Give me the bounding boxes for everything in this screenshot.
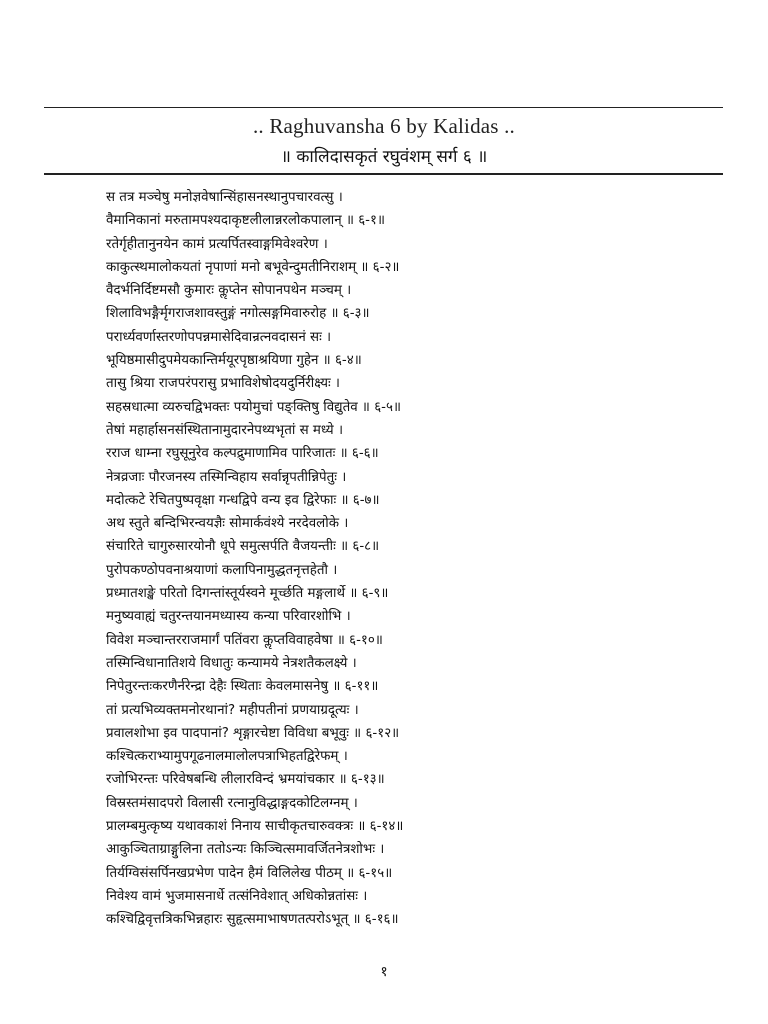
verse-line: कश्चित्कराभ्यामुपगूढनालमालोलपत्राभिहतद्विरेफम् ।: [106, 749, 348, 765]
verse-line: नेत्रव्रजाः पौरजनस्य तस्मिन्विहाय सर्वान्नृपतीन्निपेतुः ।: [106, 469, 347, 485]
verse-line: वैदर्भनिर्दिष्टमसौ कुमारः कॢप्तेन सोपानपथेन मञ्चम् ।: [106, 283, 352, 299]
verse-line: तां प्रत्यभिव्यक्तमनोरथानां? महीपतीनां प्रणयाग्रदूत्यः ।: [106, 702, 359, 718]
verse-line: सहस्रधात्मा व्यरुचद्विभक्तः पयोमुचां पङ्क्तिषु विद्युतेव ॥ ६-५॥: [106, 399, 401, 415]
verse-line: रतेर्गृहीतानुनयेन कामं प्रत्यर्पितस्वाङ्गमिवेश्वरेण ।: [106, 236, 328, 252]
verse-line: अथ स्तुते बन्दिभिरन्वयज्ञैः सोमार्कवंश्ये नरदेवलोके ।: [106, 516, 349, 532]
verse-line: परार्ध्यवर्णास्तरणोपपन्नमासेदिवान्रत्नवदासनं सः ।: [106, 329, 332, 345]
top-rule: [44, 107, 723, 108]
verse-line: रजोभिरन्तः परिवेषबन्धि लीलारविन्दं भ्रमयांचकार ॥ ६-१३॥: [106, 772, 385, 788]
verse-line: कश्चिद्विवृत्तत्रिकभिन्नहारः सुहृत्समाभाषणतत्परोऽभूत् ॥ ६-१६॥: [106, 912, 399, 928]
verse-line: विवेश मञ्चान्तरराजमार्गं पतिंवरा कॢप्तविवाहवेषा ॥ ६-१०॥: [106, 632, 383, 648]
verse-line: भूयिष्ठमासीदुपमेयकान्तिर्मयूरपृष्ठाश्रयिणा गुहेन ॥ ६-४॥: [106, 353, 362, 369]
sanskrit-title: ॥ कालिदासकृतं रघुवंशम् सर्ग ६ ॥: [280, 147, 488, 167]
verse-line: प्रवालशोभा इव पादपानां? शृङ्गारचेष्टा विविधा बभूवुः ॥ ६-१२॥: [106, 725, 400, 741]
verse-line: विस्रस्तमंसादपरो विलासी रत्नानुविद्धाङ्गदकोटिलग्नम् ।: [106, 795, 358, 811]
verse-line: प्रध्मातशङ्खे परितो दिगन्तांस्तूर्यस्वने मूर्च्छति मङ्गलार्थे ॥ ६-९॥: [106, 586, 389, 602]
verse-line: शिलाविभङ्गैर्मृगराजशावस्तुङ्गं नगोत्सङ्गमिवारुरोह ॥ ६-३॥: [106, 306, 370, 322]
verse-line: मनुष्यवाह्यं चतुरन्तयानमध्यास्य कन्या परिवारशोभि ।: [106, 609, 351, 625]
title-underline: [44, 173, 723, 175]
verse-line: आकुञ्चिताग्राङ्गुलिना ततोऽन्यः किञ्चित्समावर्जितनेत्रशोभः ।: [106, 842, 385, 858]
page-number: १: [380, 964, 388, 980]
verse-line: संचारिते चागुरुसारयोनौ धूपे समुत्सर्पति वैजयन्तीः ॥ ६-८॥: [106, 539, 380, 555]
verse-line: वैमानिकानां मरुतामपश्यदाकृष्टलीलान्नरलोकपालान् ॥ ६-१॥: [106, 213, 385, 229]
verse-line: प्रालम्बमुत्कृष्य यथावकाशं निनाय साचीकृतचारुवक्त्रः ॥ ६-१४॥: [106, 819, 404, 835]
verse-line: स तत्र मञ्चेषु मनोज्ञवेषान्सिंहासनस्थानुपचारवत्सु ।: [106, 190, 343, 205]
verse-line: रराज धाम्ना रघुसूनुरेव कल्पद्रुमाणामिव पारिजातः ॥ ६-६॥: [106, 446, 379, 462]
verse-line: निपेतुरन्तःकरणैर्नरेन्द्रा देहैः स्थिताः केवलमासनेषु ॥ ६-११॥: [106, 679, 379, 695]
verse-list: [106, 186, 726, 932]
verse-line: काकुत्स्थमालोकयतां नृपाणां मनो बभूवेन्दुमतीनिराशम् ॥ ६-२॥: [106, 259, 400, 275]
verse-line: पुरोपकण्ठोपवनाश्रयाणां कलापिनामुद्धतनृत्तहेतौ ।: [106, 562, 338, 578]
document-title: .. Raghuvansha 6 by Kalidas ..: [252, 114, 516, 138]
verse-line: तेषां महार्हासनसंस्थितानामुदारनेपथ्यभृतां स मध्ये ।: [106, 422, 344, 438]
verse-line: तिर्यग्विसंसर्पिनखप्रभेण पादेन हैमं विलिलेख पीठम् ॥ ६-१५॥: [106, 865, 393, 881]
verse-line: तासु श्रिया राजपरंपरासु प्रभाविशेषोदयदुर्निरीक्ष्यः ।: [106, 376, 340, 392]
verse-line: निवेश्य वामं भुजमासनार्धे तत्संनिवेशात् अधिकोन्नतांसः ।: [106, 888, 368, 904]
verse-line: मदोत्कटे रेचितपुष्पवृक्षा गन्धद्विपे वन्य इव द्विरेफाः ॥ ६-७॥: [106, 492, 380, 508]
verse-line: तस्मिन्विधानातिशये विधातुः कन्यामये नेत्रशतैकलक्ष्ये ।: [106, 655, 357, 671]
